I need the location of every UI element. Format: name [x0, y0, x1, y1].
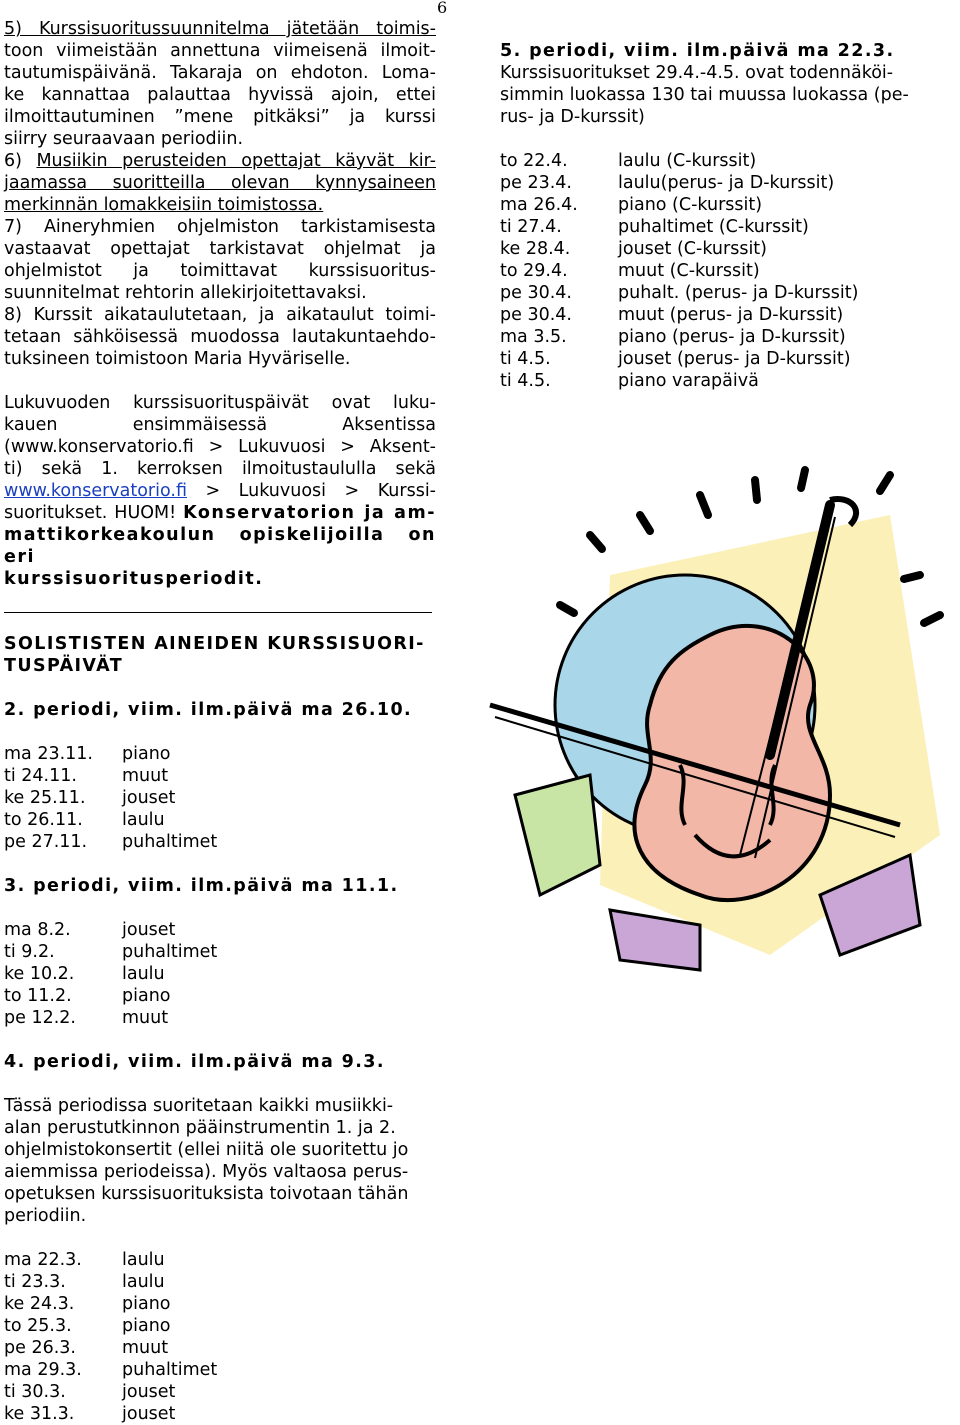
date-cell: ke 10.2. [4, 964, 75, 984]
table-row [500, 370, 858, 392]
date-cell: ti 30.3. [4, 1382, 66, 1402]
text-line: Tässä periodissa suoritetaan kaikki musiikki- [4, 1096, 394, 1116]
date-cell: ke 24.3. [4, 1294, 75, 1314]
date-cell: ma 22.3. [4, 1250, 82, 1270]
date-cell: pe 26.3. [4, 1338, 76, 1358]
subject-cell: laulu [122, 1250, 165, 1270]
subject-cell: muut [122, 766, 169, 786]
period5-note [500, 62, 955, 128]
date-cell: to 25.3. [4, 1316, 72, 1336]
paragraph-7 [4, 216, 436, 304]
table-row [500, 282, 858, 304]
text-line: ohjelmistot ja toimittavat kurssisuoritus- [4, 261, 436, 281]
table-row [4, 1337, 217, 1359]
text-line: 8) Kurssit aikataulutetaan, ja aikataulut toimi- [4, 305, 436, 325]
table-row [4, 743, 217, 765]
subject-cell: jouset [122, 1404, 176, 1424]
period3-table [4, 919, 217, 1029]
subject-cell: jouset [122, 920, 176, 940]
right-column [500, 40, 955, 392]
text-line: periodiin. [4, 1206, 87, 1226]
period4-heading: 4. periodi, viim. ilm.päivä ma 9.3. [4, 1052, 385, 1072]
text-line: Lukuvuoden kurssisuorituspäivät ovat luku- [4, 393, 436, 413]
table-row [4, 1007, 217, 1029]
period3-heading: 3. periodi, viim. ilm.päivä ma 11.1. [4, 876, 399, 896]
subject-cell: piano [122, 744, 171, 764]
konservatorio-link[interactable]: www.konservatorio.fi [4, 481, 187, 501]
text-line: vastaavat opettajat tarkistavat ohjelmat ja [4, 239, 436, 259]
table-row [4, 919, 217, 941]
text-line: kauen ensimmäisessä Aksentissa [4, 415, 436, 435]
subject-cell: puhalt. (perus- ja D-kurssit) [618, 283, 859, 303]
text-line: ilmoittautuminen ”mene pitkäksi” ja kurssi [4, 107, 436, 127]
subject-cell: piano [122, 1294, 171, 1314]
left-column [4, 18, 436, 1425]
subject-cell: muut [122, 1008, 169, 1028]
date-cell: ma 23.11. [4, 744, 93, 764]
table-row [4, 765, 217, 787]
text-line: simmin luokassa 130 tai muussa luokassa (pe- [500, 85, 909, 105]
page-number: 6 [437, 0, 448, 17]
text-line: 6) Musiikin perusteiden opettajat käyvät kir- [4, 151, 436, 171]
text-line: tuksineen toimistoon Maria Hyväriselle. [4, 349, 351, 369]
date-cell: pe 27.11. [4, 832, 88, 852]
period5-table [500, 150, 858, 392]
date-cell: to 29.4. [500, 261, 568, 281]
text-line: tautumispäivänä. Takaraja on ehdoton. Loma- [4, 63, 436, 83]
date-cell: ti 23.3. [4, 1272, 66, 1292]
date-cell: ti 27.4. [500, 217, 562, 237]
table-row [4, 809, 217, 831]
subject-cell: laulu (C-kurssit) [618, 151, 757, 171]
date-cell: pe 30.4. [500, 305, 572, 325]
para5-link-text: 5) Kurssisuoritussuunnitelma jätetään toimis- [4, 19, 436, 39]
table-row [4, 787, 217, 809]
table-row [4, 831, 217, 853]
date-cell: ti 4.5. [500, 371, 551, 391]
text-line: opetuksen kurssisuorituksista toivotaan tähän [4, 1184, 409, 1204]
table-row [500, 150, 858, 172]
text-line: suunnitelmat rehtorin allekirjoitettavaksi. [4, 283, 367, 303]
table-row [4, 1293, 217, 1315]
info-paragraph: Lukuvuoden kurssisuorituspäivät ovat luku- kauen ensimmäisessä Aksentissa (www.konservatorio.fi > Lukuvuosi > Aksent- ti) sekä 1. kerroksen ilmoitustaululla sekä www.konservatorio.fi > Lukuvuosi > Kurssi- suoritukset. HUOM! Konservatorion ja am- mattikorkeakoulun opiskelijoilla on eri kurssisuoritusperiodit. [4, 393, 436, 589]
text-line: ohjelmistokonsertit (ellei niitä ole suoritettu jo [4, 1140, 409, 1160]
subject-cell: jouset [122, 1382, 176, 1402]
date-cell: ti 4.5. [500, 349, 551, 369]
green-shape [515, 775, 600, 895]
table-row [500, 216, 858, 238]
paragraph-8 [4, 304, 436, 370]
subject-cell: puhaltimet (C-kurssit) [618, 217, 809, 237]
subject-cell: laulu [122, 964, 165, 984]
table-row [4, 963, 217, 985]
text-line: SOLISTISTEN AINEIDEN KURSSISUORI- [4, 634, 425, 654]
table-row [500, 348, 858, 370]
date-cell: ma 8.2. [4, 920, 71, 940]
subject-cell: laulu [122, 810, 165, 830]
date-cell: ma 26.4. [500, 195, 578, 215]
subject-cell: piano [122, 986, 171, 1006]
table-row [4, 941, 217, 963]
table-row [4, 1271, 217, 1293]
table-row [500, 260, 858, 282]
table-row [4, 1403, 217, 1425]
text-line: siirry seuraavaan periodiin. [4, 129, 244, 149]
subject-cell: muut [122, 1338, 169, 1358]
date-cell: ti 24.11. [4, 766, 77, 786]
text-line: TUSPÄIVÄT [4, 656, 124, 676]
table-row [4, 1249, 217, 1271]
table-row [500, 194, 858, 216]
subject-cell: jouset (C-kurssit) [618, 239, 767, 259]
text-line: ti) sekä 1. kerroksen ilmoitustaululla sekä [4, 459, 436, 479]
date-cell: to 22.4. [500, 151, 568, 171]
text-line: rus- ja D-kurssit) [500, 107, 645, 127]
date-cell: pe 12.2. [4, 1008, 76, 1028]
table-row [4, 1359, 217, 1381]
table-row [500, 238, 858, 260]
text-line: alan perustutkinnon pääinstrumentin 1. ja 2. [4, 1118, 396, 1138]
text-line: jaamassa suoritteilla olevan kynnysaineen [4, 173, 436, 193]
para5-lines [4, 40, 436, 150]
subject-cell: piano (perus- ja D-kurssit) [618, 327, 846, 347]
text-line: kurssisuoritusperiodit. [4, 569, 264, 589]
period2-heading: 2. periodi, viim. ilm.päivä ma 26.10. [4, 700, 413, 720]
subject-cell: muut (C-kurssit) [618, 261, 760, 281]
date-cell: ke 25.11. [4, 788, 86, 808]
date-cell: ti 9.2. [4, 942, 55, 962]
text-line: Kurssisuoritukset 29.4.-4.5. ovat todennäköi- [500, 63, 894, 83]
date-cell: to 11.2. [4, 986, 72, 1006]
text-line: mattikorkeakoulun opiskelijoilla on eri [4, 525, 436, 567]
subject-cell: piano varapäivä [618, 371, 759, 391]
period4-text [4, 1095, 436, 1227]
subject-cell: laulu [122, 1272, 165, 1292]
subject-cell: jouset (perus- ja D-kurssit) [618, 349, 851, 369]
date-cell: pe 23.4. [500, 173, 572, 193]
period4-table [4, 1249, 217, 1425]
date-cell: to 26.11. [4, 810, 83, 830]
date-cell: ma 29.3. [4, 1360, 82, 1380]
period2-table [4, 743, 217, 853]
subject-cell: muut (perus- ja D-kurssit) [618, 305, 844, 325]
subject-cell: puhaltimet [122, 1360, 218, 1380]
paragraph-5 [4, 18, 436, 150]
text-line: toon viimeistään annettuna viimeisenä ilmoit- [4, 41, 436, 61]
date-cell: ke 28.4. [500, 239, 571, 259]
date-cell: pe 30.4. [500, 283, 572, 303]
text-line: (www.konservatorio.fi > Lukuvuosi > Aksent- [4, 437, 436, 457]
subject-cell: piano [122, 1316, 171, 1336]
subject-cell: laulu(perus- ja D-kurssit) [618, 173, 835, 193]
table-row [500, 172, 858, 194]
table-row [500, 326, 858, 348]
subject-cell: jouset [122, 788, 176, 808]
table-row [4, 1315, 217, 1337]
date-cell: ke 31.3. [4, 1404, 75, 1424]
cello-clipart-icon [470, 455, 950, 975]
date-cell: ma 3.5. [500, 327, 567, 347]
text-line: tetaan sähköisessä muodossa lautakuntaehdo- [4, 327, 436, 347]
text-line: aiemmissa periodeissa). Myös valtaosa perus- [4, 1162, 409, 1182]
subject-cell: piano (C-kurssit) [618, 195, 763, 215]
section-title [4, 633, 436, 677]
subject-cell: puhaltimet [122, 832, 218, 852]
table-row [4, 985, 217, 1007]
text-line: 7) Aineryhmien ohjelmiston tarkistamisesta [4, 217, 436, 237]
table-row [500, 304, 858, 326]
text-line: ke kannattaa palauttaa hyvissä ajoin, ettei [4, 85, 436, 105]
paragraph-6 [4, 150, 436, 216]
table-row [4, 1381, 217, 1403]
text-line: merkinnän lomakkeisiin toimistossa. [4, 195, 324, 215]
period5-heading: 5. periodi, viim. ilm.päivä ma 22.3. [500, 41, 895, 61]
subject-cell: puhaltimet [122, 942, 218, 962]
